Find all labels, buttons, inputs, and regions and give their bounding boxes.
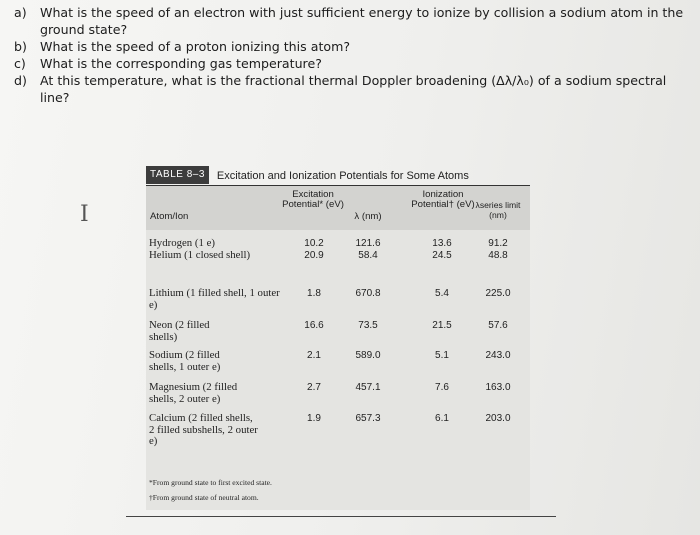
excitation-value: 1.9 (307, 413, 321, 424)
table-body (146, 230, 530, 510)
question-text: What is the speed of an electron with just sufficient energy to ionize by collision a sodium atom in the ground state? (40, 5, 684, 37)
excitation-value: 10.2 20.9 (304, 238, 324, 261)
table-caption: Excitation and Ionization Potentials for Some Atoms (216, 170, 469, 182)
table-number-badge: TABLE 8–3 (146, 166, 209, 184)
series-limit-value: 57.6 (488, 320, 508, 331)
ionization-value: 13.6 24.5 (432, 238, 452, 261)
question-d (6, 72, 696, 106)
question-text: At this temperature, what is the fractional thermal Doppler broadening (Δλ/λ₀) of a sodium spectral line? (40, 73, 667, 105)
lambda-value: 73.5 (358, 320, 378, 331)
excitation-value: 16.6 (304, 320, 324, 331)
ionization-value: 6.1 (435, 413, 449, 424)
column-header-row (146, 186, 530, 230)
question-text: What is the speed of a proton ionizing this atom? (40, 39, 351, 54)
lambda-value: 121.6 58.4 (355, 238, 381, 261)
question-letter: b) (14, 39, 27, 54)
atom-name: Sodium (2 filled shells, 1 outer e) (149, 349, 221, 373)
lambda-value: 457.1 (355, 382, 381, 393)
ionization-value: 5.1 (435, 350, 449, 361)
footnote-ionization: †From ground state of neutral atom. (149, 493, 259, 502)
bottom-divider (126, 516, 556, 517)
footnote-excitation: *From ground state to first excited state. (149, 478, 272, 487)
atom-name: Magnesium (2 filled shells, 2 outer e) (149, 381, 238, 405)
excitation-value: 2.7 (307, 382, 321, 393)
question-text: What is the corresponding gas temperature? (40, 56, 322, 71)
atom-name-hydrogen: Hydrogen (1 e) (149, 237, 215, 249)
question-letter: c) (14, 56, 26, 71)
ionization-value: 21.5 (432, 320, 452, 331)
col-ionization: Ionization Potential† (eV) (411, 189, 475, 210)
ionization-value: 7.6 (435, 382, 449, 393)
series-limit-value: 163.0 (485, 382, 511, 393)
ionization-value: 5.4 (435, 288, 449, 299)
text-cursor-icon: I (80, 202, 89, 227)
excitation-value: 1.8 (307, 288, 321, 299)
table-header (146, 166, 530, 184)
question-letter: a) (14, 5, 27, 20)
atom-potentials-table (146, 166, 530, 510)
excitation-value: 2.1 (307, 350, 321, 361)
series-limit-value: 91.2 48.8 (488, 238, 508, 261)
question-letter: d) (14, 73, 27, 88)
atom-name-helium: Helium (1 closed shell) (149, 248, 251, 261)
series-limit-value: 225.0 (485, 288, 511, 299)
question-a (6, 4, 696, 38)
lambda-value: 589.0 (355, 350, 381, 361)
col-atom: Atom/Ion (150, 211, 189, 222)
col-lambda: λ (nm) (354, 211, 382, 222)
atom-name: Calcium (2 filled shells, 2 filled subshells, 2 outer e) (149, 412, 258, 447)
lambda-value: 657.3 (355, 413, 381, 424)
atom-name: Lithium (1 filled shell, 1 outer e) (149, 287, 280, 311)
atom-name: Neon (2 filled shells) (149, 319, 210, 343)
question-list (6, 4, 696, 106)
question-c (6, 55, 696, 72)
series-limit-value: 203.0 (485, 413, 511, 424)
col-excitation: Excitation Potential* (eV) (282, 189, 344, 210)
atom-name (149, 238, 289, 261)
series-limit-value: 243.0 (485, 350, 511, 361)
lambda-value: 670.8 (355, 288, 381, 299)
col-series-limit: λseries limit (nm) (475, 200, 521, 220)
question-b (6, 38, 696, 55)
